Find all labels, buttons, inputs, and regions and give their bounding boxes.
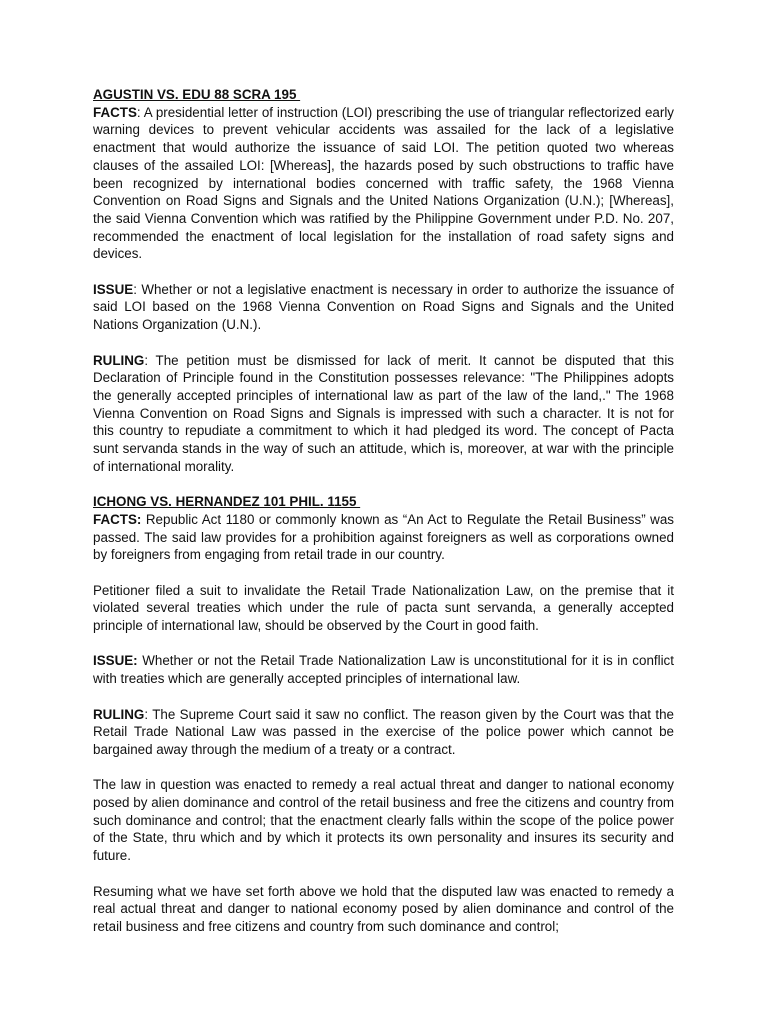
issue-label: ISSUE	[93, 281, 134, 297]
case-title: AGUSTIN VS. EDU 88 SCRA 195	[93, 87, 301, 102]
issue-text: Whether or not the Retail Trade Nationalization Law is unconstitutional for it is in conflict with treaties which are generally accepted principles of international law.	[93, 653, 674, 687]
facts-paragraph-2: Petitioner filed a suit to invalidate the Retail Trade Nationalization Law, on the premise that it violated several treaties which under the rule of pacta sunt servanda, a generally accepted principle of international law, should be observed by the Court in good faith.	[93, 582, 674, 634]
ruling-text: The Supreme Court said it saw no conflict. The reason given by the Court was that the Retail Trade National Law was passed in the exercise of the police power which cannot be bargained away through the medium of a treaty or a contract.	[93, 706, 675, 757]
facts-paragraph	[93, 104, 674, 263]
case-title: ICHONG VS. HERNANDEZ 101 PHIL. 1155	[93, 494, 361, 510]
ruling-paragraph	[93, 352, 674, 476]
facts-text: Republic Act 1180 or commonly known as “An Act to Regulate the Retail Business” was passed. The said law provides for a prohibition against foreigners as well as corporations owned by foreigners from engaging from retail trade in our country.	[93, 511, 674, 563]
issue-label: ISSUE:	[93, 653, 138, 669]
ruling-paragraph	[93, 706, 674, 759]
facts-label: FACTS	[93, 104, 137, 120]
ruling-label: RULING	[93, 352, 145, 368]
label-separator: :	[144, 352, 156, 368]
case-agustin-vs-edu	[93, 86, 674, 475]
ruling-text: The petition must be dismissed for lack of merit. It cannot be disputed that this Declaration of Principle found in the Constitution possesses relevance: "The Philippines adopts the generally accepted principles of international law as part of the law of the land,." The 1968 Vienna Convention on Road Signs and Signals is impressed with such a character. It is not for this country to repudiate a commitment to which it had pledged its word. The concept of Pacta sunt servanda stands in the way of such an attitude, which is, moreover, at war with the principle of international morality.	[93, 352, 674, 474]
facts-text: A presidential letter of instruction (LOI) prescribing the use of triangular reflectorized early warning devices to prevent vehicular accidents was assailed for the lack of a legislative enactment that would authorize the issuance of said LOI. The petition quoted two whereas clauses of the assailed LOI: [Whereas], the hazards posed by such obstructions to traffic have been recognized by international bodies concerned with traffic safety, the 1968 Vienna Convention on Road Signs and Signals and the United Nations Organization (U.N.); [Whereas], the said Vienna Convention which was ratified by the Philippine Government under P.D. No. 207, recommended the enactment of local legislation for the installation of road safety signs and devices.	[93, 104, 674, 262]
issue-paragraph	[93, 652, 674, 687]
label-separator: :	[133, 281, 142, 297]
label-separator: :	[136, 104, 144, 120]
ruling-paragraph-2: The law in question was enacted to remedy a real actual threat and danger to national economy posed by alien dominance and control of the retail business and free the citizens and country from such dominance and control; that the enactment clearly falls within the scope of the police power of the State, thru which and by which it protects its own personality and insures its security and future.	[93, 777, 674, 864]
ruling-paragraph-3: Resuming what we have set forth above we hold that the disputed law was enacted to remedy a real actual threat and danger to national economy posed by alien dominance and control of the retail business and free citizens and country from such dominance and control;	[93, 883, 674, 934]
ruling-label: RULING	[93, 706, 145, 722]
facts-paragraph	[93, 511, 674, 564]
issue-text: Whether or not a legislative enactment is necessary in order to authorize the issuance of said LOI based on the 1968 Vienna Convention on Road Signs and Signals and the United Nations Organization (U.N.).	[93, 281, 674, 333]
facts-label: FACTS:	[93, 511, 142, 527]
document-page	[93, 86, 674, 953]
label-separator: :	[144, 706, 153, 722]
issue-paragraph	[93, 281, 674, 334]
case-ichong-vs-hernandez	[93, 493, 674, 936]
